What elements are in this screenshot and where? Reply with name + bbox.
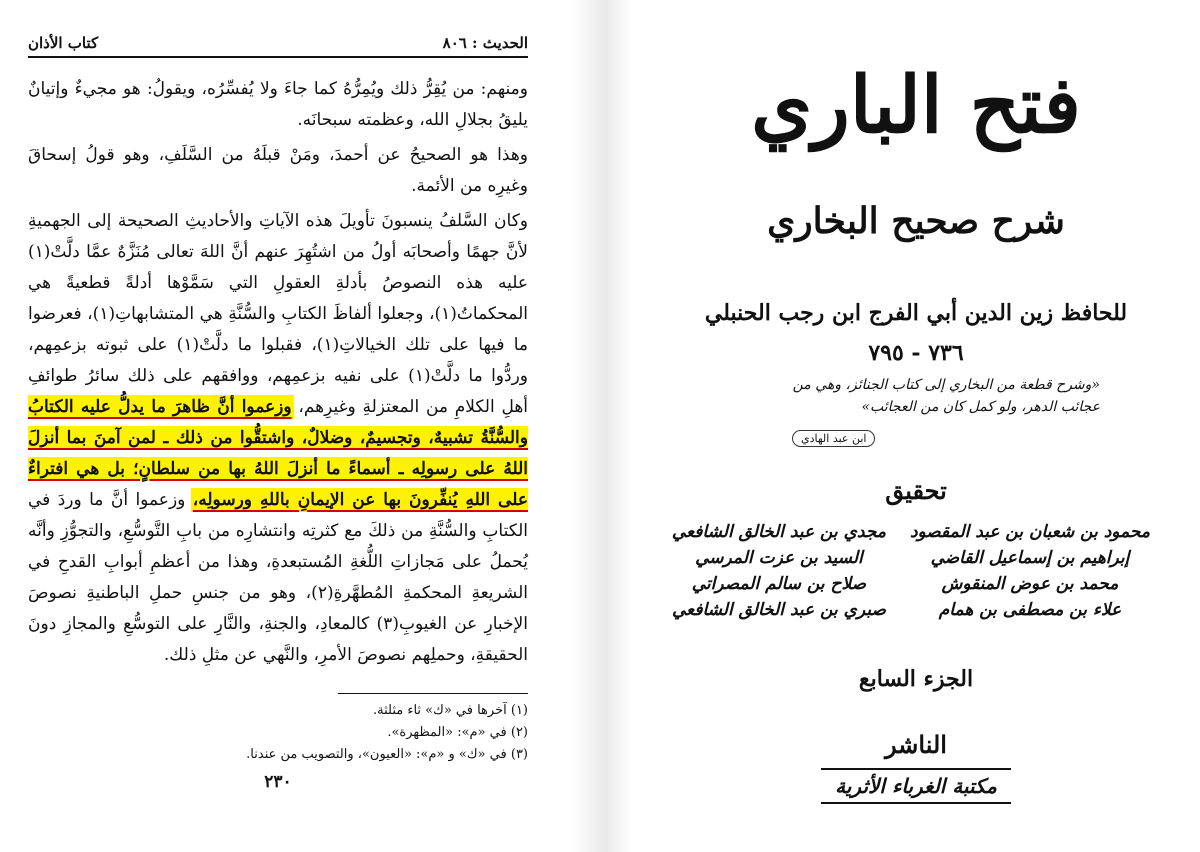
book-spine [572, 0, 632, 852]
editor-name: صبري بن عبد الخالق الشافعي [671, 600, 886, 620]
hadith-reference: الحديث : ٨٠٦ [442, 34, 528, 52]
editor-name: علاء بن مصطفى بن همام [938, 600, 1122, 620]
publisher-name: مكتبة الغرباء الأثرية [821, 768, 1011, 804]
highlighted-passage: وزعموا أنَّ ظاهرَ ما يدلُّ عليه الكتابُ والسُّنَّةُ تشبيهٌ، وتجسيمٌ، وضلالٌ، واشتقُّوا من ذلك ـ لمن آمنَ بما أنزلَ اللهُ على رسولِه ـ أسماءً ما أنزلَ اللهُ بها من سلطانٍ؛ بل هي افتراءٌ على اللهِ يُنفِّرونَ بها عن الإيمانِ باللهِ ورسولِه، [28, 397, 528, 510]
paragraph-3 [28, 206, 528, 671]
paragraph-3-continuation: وزعموا أنَّ ما وردَ في الكتابِ والسُّنَّةِ من ذلكَ مع كثرتِه وانتشارِه من بابِ التَّوسُّعِ، والتجوُّزِ وأنَّه يُحملُ على مَجازاتِ اللُّغةِ المُستبعدةِ، وهذا من أعظمِ أبوابِ القدحِ في الشريعةِ المحكمةِ المُطهَّرةِ(٢)، وهو من جنسِ حملِ الباطنيةِ نصوصَ الإخبارِ عن الغيوبِ(٣) كالمعادِ، والجنةِ، والنَّارِ على التوسُّعِ والمجازِ دونَ الحقيقةِ، وحملِهم نصوصَ الأمرِ، والنَّهي عن مثلِ ذلك. [28, 490, 528, 665]
footnote-divider [338, 693, 528, 694]
publisher-name-wrapper [632, 768, 1200, 804]
text-page [0, 0, 570, 852]
book-subtitle: شرح صحيح البخاري [767, 200, 1065, 242]
editor-name: محمود بن شعبان بن عبد المقصود [909, 522, 1150, 542]
editor-name: محمد بن عوض المنقوش [941, 574, 1119, 594]
praise-quote: «وشرح قطعة من البخاري إلى كتاب الجنائز، وهي من عجائب الدهر، ولو كمل كان من العجائب» [792, 377, 1100, 415]
paragraph-2: وهذا هو الصحيحُ عن أحمدَ، ومَنْ قبلَهُ من السَّلَفِ، وهو قولُ إسحاقَ وغيرِه من الأئمة. [28, 145, 528, 196]
quote-attribution: ابن عبد الهادي [792, 430, 875, 447]
volume-label: الجزء السابع [858, 666, 974, 692]
page-number: ٢٣٠ [264, 772, 292, 792]
footnote-3: (٣) في «ك» و «م»: «العيون»، والتصويب من عندنا. [246, 747, 528, 762]
author-line: للحافظ زين الدين أبي الفرج ابن رجب الحنبلي [704, 300, 1128, 326]
footnote-1: (١) آخرها في «ك» ثاء مثلثة. [372, 703, 528, 718]
author-dates: ٧٣٦ - ٧٩٥ [868, 340, 964, 366]
section-title: كتاب الأذان [28, 34, 99, 52]
footnote-2: (٢) في «م»: «المظهرة». [387, 725, 528, 740]
tahqiq-label: تحقيق [885, 476, 947, 505]
editor-name: إبراهيم بن إسماعيل القاضي [930, 548, 1130, 568]
editor-name: السيد بن عزت المرسي [695, 548, 863, 568]
editor-name: مجدي بن عبد الخالق الشافعي [671, 522, 886, 542]
page-header [28, 34, 528, 58]
book-title: فتح الباري [751, 60, 1081, 151]
paragraph-1: ومنهم: من يُقِرُّ ذلك ويُمِرُّهُ كما جاءَ ولا يُفسِّرُه، ويقولُ: هو مجيءٌ وإتيانٌ يليقُ بجلالِ الله، وعظمته سبحانَه. [28, 79, 528, 130]
editor-name: صلاح بن سالم المصراتي [691, 574, 867, 594]
title-page [632, 0, 1200, 852]
editors-list [671, 522, 1150, 620]
paragraph-3-text: وكان السَّلفُ ينسبونَ تأويلَ هذه الآياتِ والأحاديثِ الصحيحة إلى الجهميةِ لأنَّ جهمًا وأصحابَه أولُ من اشتُهِرَ عنهم أنَّ اللهَ تعالى مُنَزَّهٌ عمَّا دلَّتْ(١) عليه هذه النصوصُ بأدلةِ العقولِ التي سَمَّوْها أدلةً قطعيةً هي المحكماتُ(١)، وجعلوا ألفاظَ الكتابِ والسُّنَّةِ هي المتشابهاتِ(١)، فعرضوا ما فيها على تلك الخيالاتِ(١)، فقبلوا ما دلَّتْ(١) على ثبوته بزعمِهم، وردُّوا ما دلَّتْ(١) على نفيه بزعمِهم، ووافقهم على ذلك سائرُ طوائفِ أهلِ الكلامِ من المعتزلةِ وغيرِهم، [28, 211, 529, 417]
publisher-label: الناشر [885, 730, 947, 759]
